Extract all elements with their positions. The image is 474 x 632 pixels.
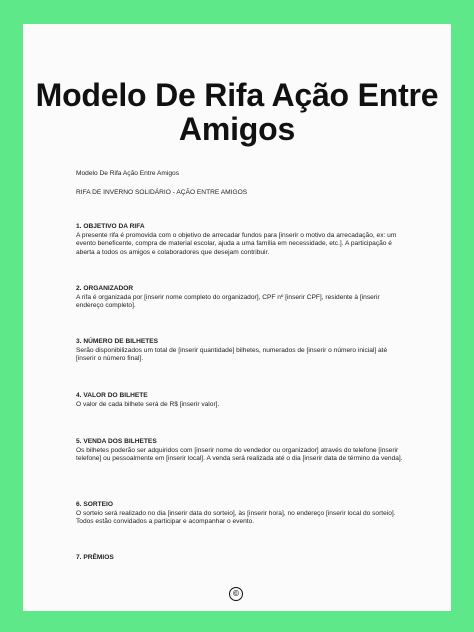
- section-body: A rifa é organizada por [inserir nome completo do organizador], CPF nº [inserir CPF], residente à [inserir endereço completo].: [76, 293, 380, 310]
- section-numero-bilhetes: [76, 338, 406, 364]
- section-body: Serão disponibilizados um total de [inserir quantidade] bilhetes, numerados de [inserir o número inicial] até [inserir o número final].: [76, 346, 388, 363]
- document-page: [23, 24, 451, 611]
- section-body: A presente rifa é promovida com o objetivo de arrecadar fundos para [inserir o motivo da arrecadação, ex: um evento beneficente, compra de material escolar, ajuda a uma família em necessidade, etc.]. A participação é aberta a todos os amigos e colaboradores que desejam contribuir.: [76, 231, 397, 256]
- document-subtitle: RIFA DE INVERNO SOLIDÁRIO - AÇÃO ENTRE AMIGOS: [76, 188, 248, 196]
- section-premios: [76, 554, 406, 563]
- section-heading: 7. PRÊMIOS: [76, 554, 114, 561]
- section-objetivo: [76, 223, 406, 257]
- section-body: O sorteio será realizado no dia [inserir data do sorteio], às [inserir hora], no endereço [inserir local do sorteio]. Todos estão convidados a participar e acompanhar o evento.: [76, 509, 396, 526]
- section-heading: 6. SORTEIO: [76, 501, 114, 508]
- section-body: Os bilhetes poderão ser adquiridos com [inserir nome do vendedor ou organizador] através do telefone [inserir telefone] ou pessoalmente em [inserir local]. A venda será realizada até o dia [inserir data de término da venda].: [76, 446, 403, 463]
- page-title: Modelo De Rifa Ação Entre Amigos: [35, 77, 439, 147]
- document-header: [76, 170, 406, 197]
- document-title: Modelo De Rifa Ação Entre Amigos: [76, 170, 179, 177]
- section-organizador: [76, 285, 406, 311]
- section-heading: 4. VALOR DO BILHETE: [76, 392, 148, 399]
- section-heading: 3. NÚMERO DE BILHETES: [76, 338, 159, 345]
- section-heading: 1. OBJETIVO DA RIFA: [76, 223, 145, 230]
- section-heading: 5. VENDA DOS BILHETES: [76, 438, 157, 445]
- section-heading: 2. ORGANIZADOR: [76, 285, 134, 292]
- section-body: O valor de cada bilhete será de R$ [inserir valor].: [76, 400, 220, 408]
- section-venda-bilhetes: [76, 438, 406, 464]
- section-valor-bilhete: [76, 392, 406, 409]
- section-sorteio: [76, 501, 406, 527]
- copyright-icon: ©: [229, 587, 243, 601]
